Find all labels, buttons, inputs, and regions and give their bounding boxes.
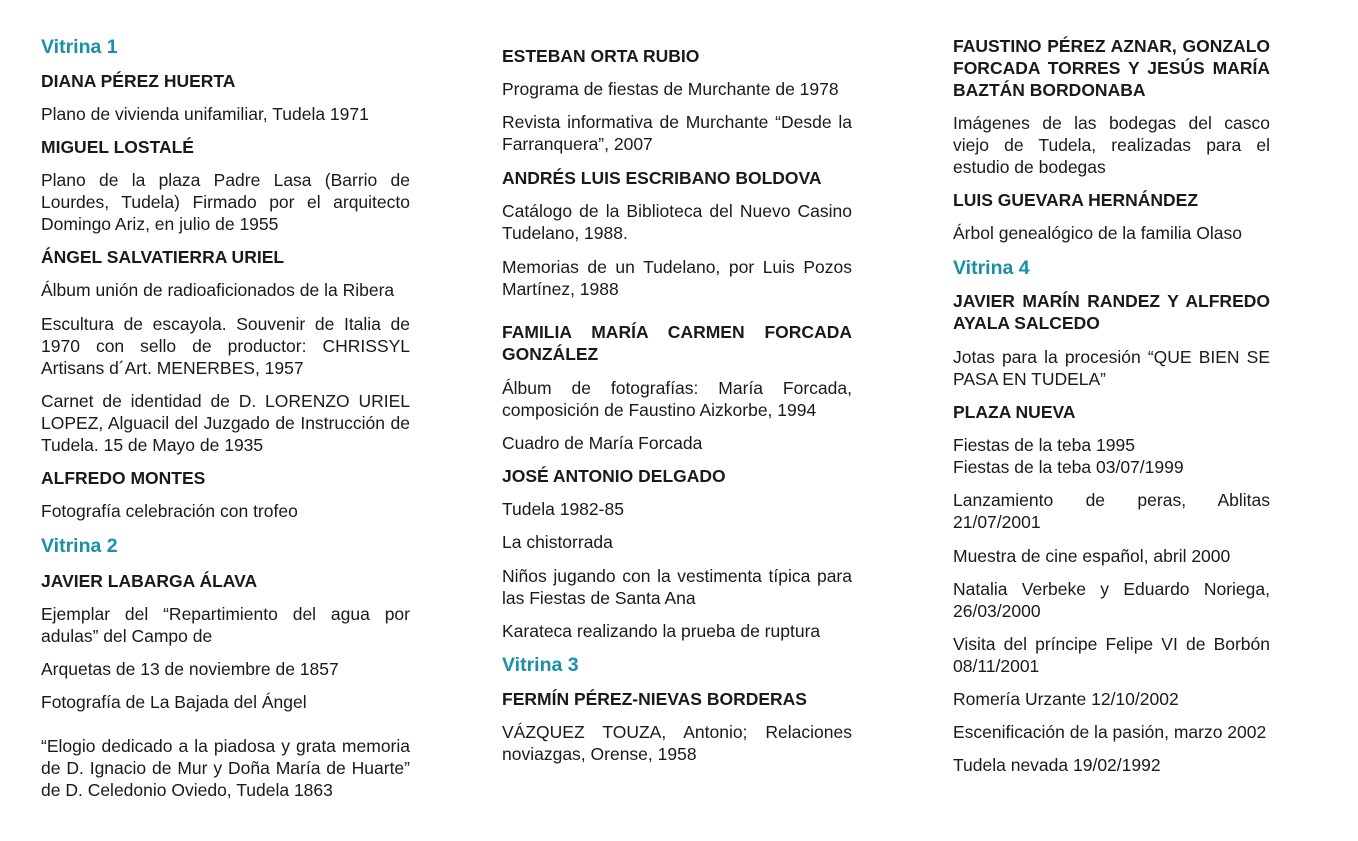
- donor-familia-maria-carmen-forcada-gonzalez: FAMILIA MARÍA CARMEN FORCADA GONZÁLEZ: [502, 322, 852, 364]
- andres-item-1: Catálogo de la Biblioteca del Nuevo Casino Tudelano, 1988.: [502, 201, 852, 243]
- esteban-item-1: Programa de fiestas de Murchante de 1978: [502, 79, 839, 99]
- donor-javier-marin-randez-alfredo-ayala: JAVIER MARÍN RANDEZ Y ALFREDO AYALA SALCEDO: [953, 291, 1270, 333]
- angel-item-1: Álbum unión de radioaficionados de la Ribera: [41, 280, 395, 300]
- familia-item-2: Cuadro de María Forcada: [502, 433, 703, 453]
- faustino-item-1: Imágenes de las bodegas del casco viejo de Tudela, realizadas para el estudio de bodegas: [953, 113, 1270, 177]
- donor-miguel-lostale: MIGUEL LOSTALÉ: [41, 137, 194, 157]
- jose-item-1: Tudela 1982-85: [502, 499, 624, 519]
- plaza-item-3: Muestra de cine español, abril 2000: [953, 546, 1231, 566]
- andres-item-2: Memorias de un Tudelano, por Luis Pozos Martínez, 1988: [502, 257, 852, 299]
- angel-item-2: Escultura de escayola. Souvenir de Italia de 1970 con sello de productor: CHRISSYL Artisans d´Art. MENERBES, 1957: [41, 314, 410, 378]
- plaza-item-2: Lanzamiento de peras, Ablitas 21/07/2001: [953, 490, 1270, 532]
- plaza-item-7: Escenificación de la pasión, marzo 2002: [953, 722, 1267, 742]
- plaza-item-4: Natalia Verbeke y Eduardo Noriega, 26/03/2000: [953, 579, 1270, 621]
- donor-diana-perez-huerta: DIANA PÉREZ HUERTA: [41, 71, 236, 91]
- javier-item-4: “Elogio dedicado a la piadosa y grata memoria de D. Ignacio de Mur y Doña María de Huarte” de D. Celedonio Oviedo, Tudela 1863: [41, 736, 410, 800]
- miguel-item-1: Plano de la plaza Padre Lasa (Barrio de Lourdes, Tudela) Firmado por el arquitecto Domingo Ariz, en julio de 1955: [41, 170, 410, 234]
- vitrina-4-heading: Vitrina 4: [953, 257, 1030, 279]
- angel-item-3: Carnet de identidad de D. LORENZO URIEL LOPEZ, Alguacil del Juzgado de Instrucción de Tudela. 15 de Mayo de 1935: [41, 391, 410, 455]
- fermin-item-1: VÁZQUEZ TOUZA, Antonio; Relaciones noviazgas, Orense, 1958: [502, 722, 852, 764]
- donor-faustino-perez-aznar-group: FAUSTINO PÉREZ AZNAR, GONZALO FORCADA TORRES Y JESÚS MARÍA BAZTÁN BORDONABA: [953, 36, 1270, 100]
- luis-item-1: Árbol genealógico de la familia Olaso: [953, 223, 1242, 243]
- vitrina-1-heading: Vitrina 1: [41, 36, 118, 58]
- plaza-item-8: Tudela nevada 19/02/1992: [953, 755, 1161, 775]
- javier-marin-item-1: Jotas para la procesión “QUE BIEN SE PASA EN TUDELA”: [953, 347, 1270, 389]
- donor-jose-antonio-delgado: JOSÉ ANTONIO DELGADO: [502, 466, 726, 486]
- donor-plaza-nueva: PLAZA NUEVA: [953, 402, 1076, 422]
- vitrina-2-heading: Vitrina 2: [41, 535, 118, 557]
- javier-item-3: Fotografía de La Bajada del Ángel: [41, 692, 307, 712]
- javier-item-1: Ejemplar del “Repartimiento del agua por adulas” del Campo de: [41, 604, 410, 646]
- javier-item-2: Arquetas de 13 de noviembre de 1857: [41, 659, 339, 679]
- plaza-item-6: Romería Urzante 12/10/2002: [953, 689, 1179, 709]
- donor-alfredo-montes: ALFREDO MONTES: [41, 468, 206, 488]
- esteban-item-2: Revista informativa de Murchante “Desde la Farranquera”, 2007: [502, 112, 852, 154]
- vitrina-3-heading: Vitrina 3: [502, 654, 579, 676]
- donor-luis-guevara-hernandez: LUIS GUEVARA HERNÁNDEZ: [953, 190, 1199, 210]
- plaza-item-5: Visita del príncipe Felipe VI de Borbón 08/11/2001: [953, 634, 1270, 676]
- jose-item-4: Karateca realizando la prueba de ruptura: [502, 621, 821, 641]
- jose-item-3: Niños jugando con la vestimenta típica para las Fiestas de Santa Ana: [502, 566, 852, 608]
- diana-item-1: Plano de vivienda unifamiliar, Tudela 1971: [41, 104, 369, 124]
- donor-javier-labarga-alava: JAVIER LABARGA ÁLAVA: [41, 571, 258, 591]
- donor-angel-salvatierra-uriel: ÁNGEL SALVATIERRA URIEL: [41, 247, 285, 267]
- plaza-item-1: Fiestas de la teba 1995 Fiestas de la teba 03/07/1999: [953, 435, 1184, 477]
- donor-andres-luis-escribano-boldova: ANDRÉS LUIS ESCRIBANO BOLDOVA: [502, 168, 822, 188]
- donor-fermin-perez-nievas-borderas: FERMÍN PÉREZ-NIEVAS BORDERAS: [502, 689, 807, 709]
- jose-item-2: La chistorrada: [502, 532, 613, 552]
- donor-esteban-orta-rubio: ESTEBAN ORTA RUBIO: [502, 46, 700, 66]
- familia-item-1: Álbum de fotografías: María Forcada, composición de Faustino Aizkorbe, 1994: [502, 378, 852, 420]
- alfredo-item-1: Fotografía celebración con trofeo: [41, 501, 298, 521]
